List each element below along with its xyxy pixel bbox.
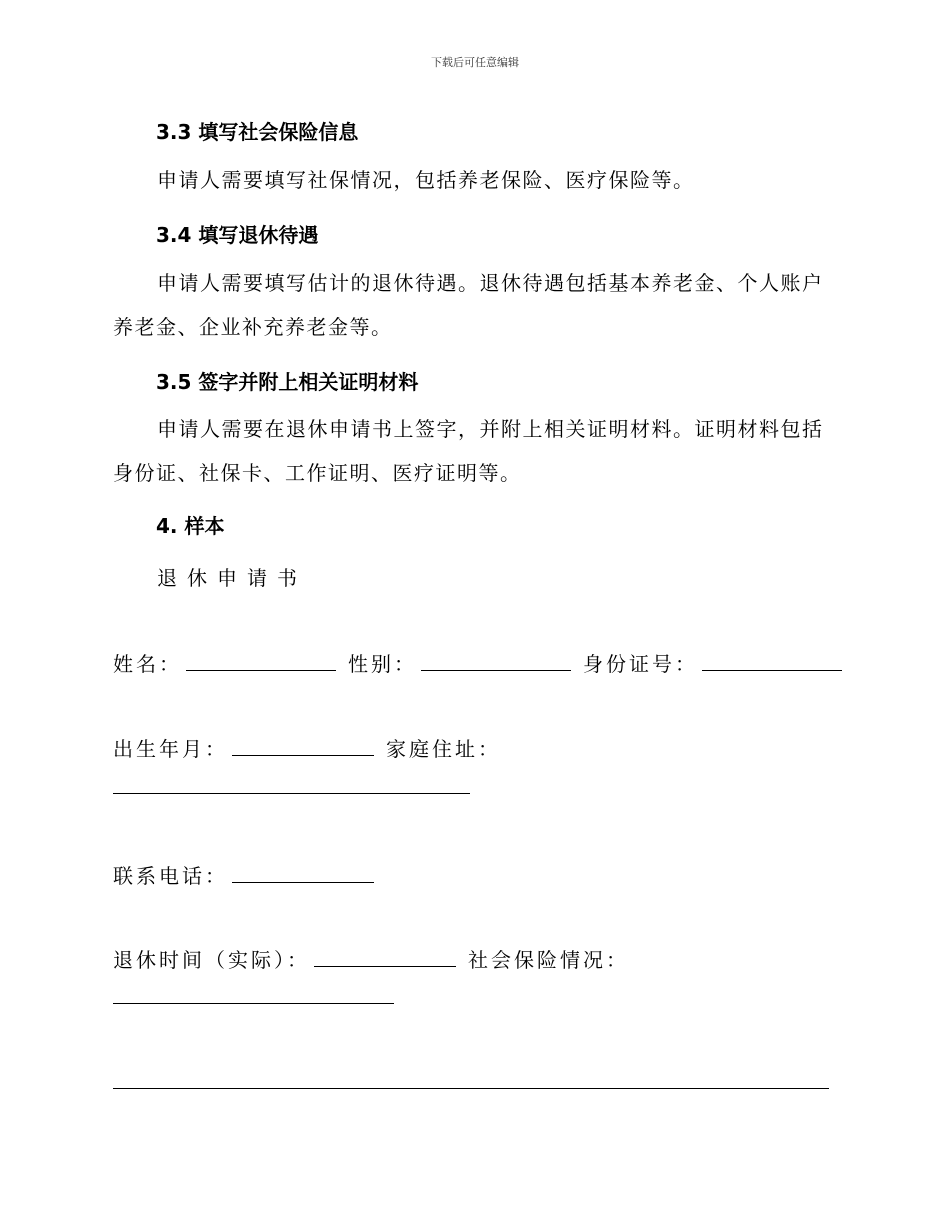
name-blank[interactable] [186,650,336,671]
section-heading-4: 4. 样本 [156,514,225,538]
section-heading-3-5: 3.5 签字并附上相关证明材料 [156,370,419,394]
form-row-birth-address [113,733,501,762]
phone-label: 联系电话： [113,864,228,888]
section-heading-3-3: 3.3 填写社会保险信息 [156,120,359,144]
header-note: 下载后可任意编辑 [431,56,519,69]
retire-time-blank[interactable] [314,946,456,967]
social-insurance-blank[interactable] [113,1003,394,1004]
address-blank[interactable] [113,793,470,794]
form-row-retire-time-insurance [113,944,629,973]
form-title: 退休申请书 [157,566,307,590]
id-number-label: 身份证号： [583,652,698,676]
retire-time-label: 退休时间（实际）： [113,948,310,972]
social-insurance-label: 社会保险情况： [468,948,629,972]
section-body-3-3 [113,158,833,202]
section-body-3-3-text: 申请人需要填写社保情况，包括养老保险、医疗保险等。 [157,168,695,192]
birth-label: 出生年月： [113,737,228,761]
address-label: 家庭住址： [386,737,501,761]
phone-blank[interactable] [232,862,374,883]
gender-blank[interactable] [421,650,571,671]
name-label: 姓名： [113,652,182,676]
section-body-3-4-text: 申请人需要填写估计的退休待遇。退休待遇包括基本养老金、个人账户养老金、企业补充养老金等。 [113,271,824,339]
form-row-phone [113,860,386,889]
section-body-3-5 [113,407,833,495]
gender-label: 性别： [348,652,417,676]
id-number-blank[interactable] [702,650,842,671]
form-row-name-gender-id [113,648,854,677]
section-heading-3-4: 3.4 填写退休待遇 [156,223,319,247]
social-insurance-blank-extended[interactable] [113,1088,829,1089]
section-body-3-4 [113,261,833,349]
section-body-3-5-text: 申请人需要在退休申请书上签字，并附上相关证明材料。证明材料包括身份证、社保卡、工作证明、医疗证明等。 [113,417,824,485]
birth-blank[interactable] [232,735,374,756]
